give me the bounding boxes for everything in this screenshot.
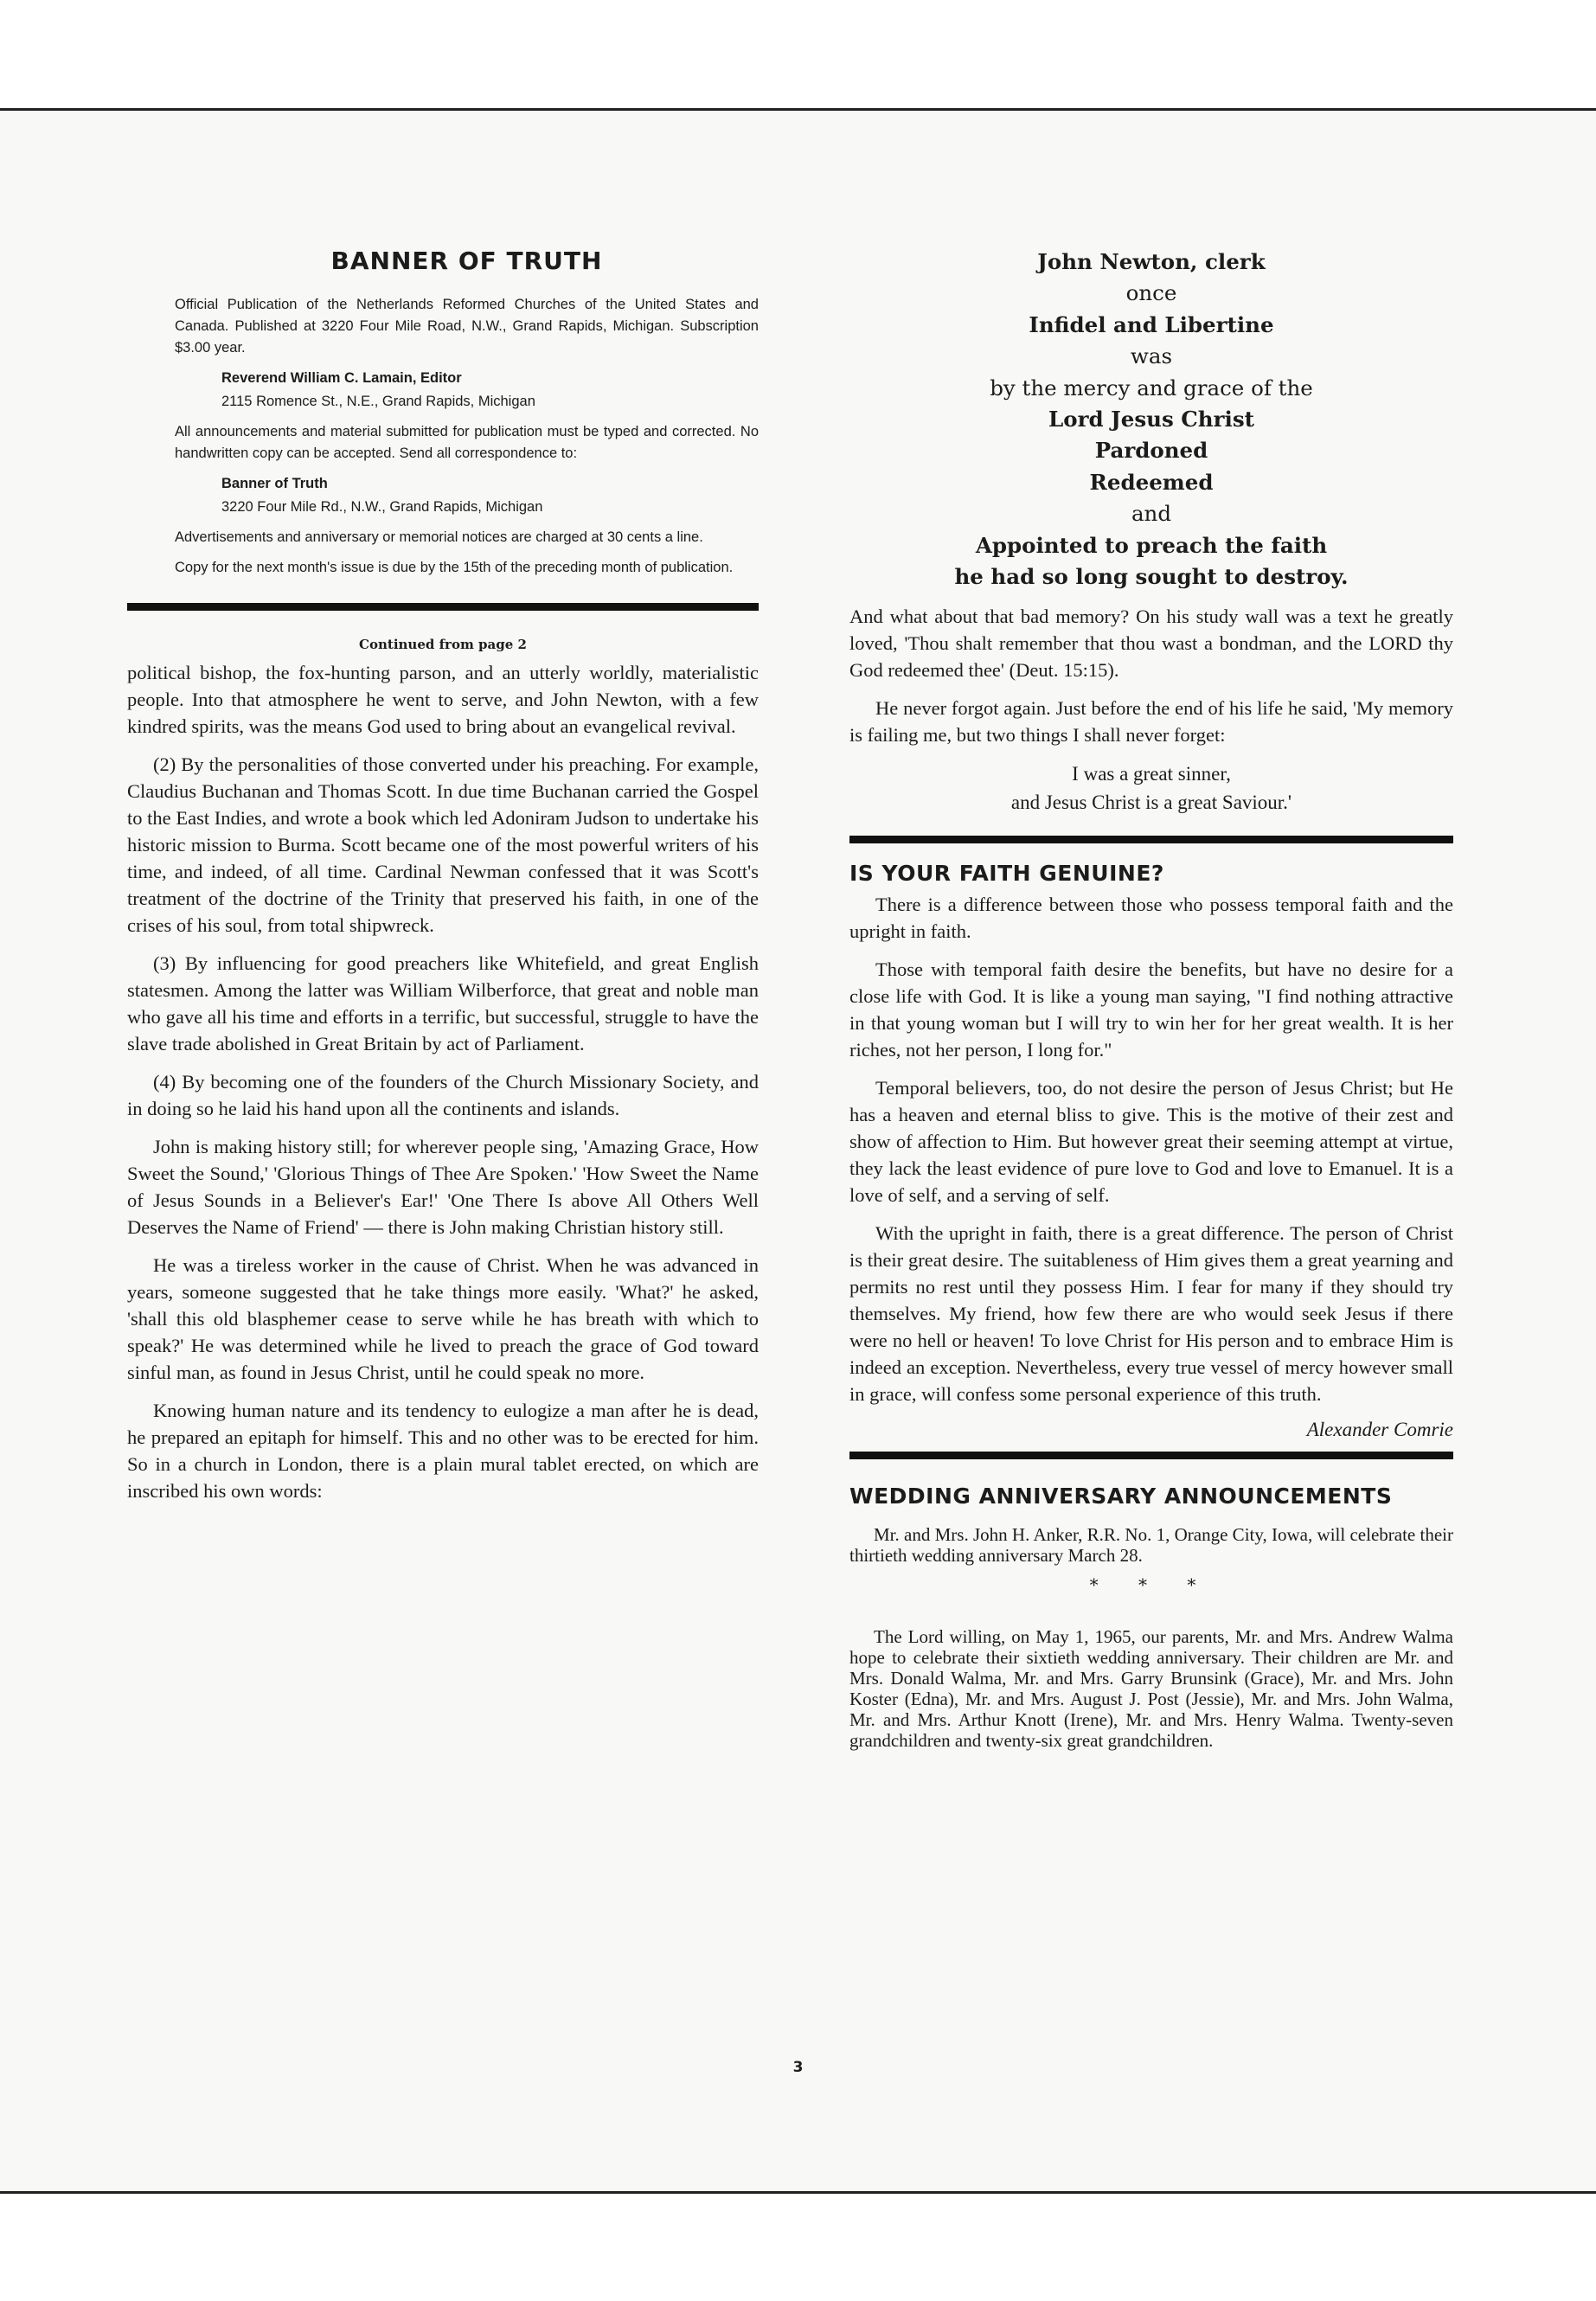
epitaph-line: he had so long sought to destroy. (954, 564, 1349, 590)
masthead-advert-note: Advertisements and anniversary or memorial notices are charged at 30 cents a line. (175, 529, 703, 545)
memory-paragraph: He never forgot again. Just before the end of his life he said, 'My memory is failing me, but two things I shall never forget: (849, 697, 1453, 747)
faith-paragraph: With the upright in faith, there is a great difference. The person of Christ is their great desire. The suitableness of Him gives them a great yearning and permits no rest until they possess Him. I fear for many if they should try themselves. My friend, how few there are who would seek Jesus if there were no hell or heaven! To love Christ for His person and to embrace Him is indeed an exception. Nevertheless, every true vessel of mercy however small in grace, will confess some personal experience of this truth. (849, 1222, 1453, 1406)
article-paragraph: (2) By the personalities of those converted under his preaching. For example, Claudius Buchanan and Thomas Scott. In due time Buchanan carried the Gospel to the East Indies, and wrote a book which led Adoniram Judson to undertake his historic mission to Burma. Scott became one of the most powerful writers of his time, and indeed, of all time. Cardinal Newman confessed that it was Scott's treatment of the doctrine of the Trinity that preserved his faith, in one of the crises of his soul, from total shipwreck. (127, 753, 759, 936)
masthead (127, 247, 759, 579)
faith-signature: Alexander Comrie (1306, 1419, 1453, 1441)
divider-rule (127, 603, 759, 611)
masthead-editor-address: 2115 Romence St., N.E., Grand Rapids, Michigan (221, 394, 535, 409)
masthead-editor: Reverend William C. Lamain, Editor (221, 370, 462, 386)
quote-line: I was a great sinner, (1072, 763, 1231, 785)
masthead-title: BANNER OF TRUTH (330, 247, 603, 275)
epitaph-line: Pardoned (1094, 438, 1208, 464)
page-number: 3 (792, 2059, 804, 2076)
epitaph-line: by the mercy and grace of the (990, 375, 1313, 401)
announcement-anker: Mr. and Mrs. John H. Anker, R.R. No. 1, Orange City, Iowa, will celebrate their thirtieth wedding anniversary March 28. (849, 1524, 1453, 1567)
memory-quote (849, 760, 1453, 817)
masthead-submission-note: All announcements and material submitted for publication must be typed and corrected. No handwritten copy can be accepted. Send all correspondence to: (175, 424, 759, 461)
epitaph-line: Infidel and Libertine (1029, 311, 1274, 337)
epitaph-line: and (1131, 501, 1172, 527)
faith-section (849, 891, 1453, 1407)
quote-line: and Jesus Christ is a great Saviour.' (1010, 792, 1292, 814)
epitaph-line: Redeemed (1089, 469, 1214, 495)
wedding-heading: WEDDING ANNIVERSARY ANNOUNCEMENTS (849, 1484, 1393, 1509)
epitaph-line: John Newton, clerk (1037, 249, 1266, 274)
faith-paragraph: Those with temporal faith desire the benefits, but have no desire for a close life with God. It is like a young man saying, "I find nothing attractive in that young woman but I will try to win her for her great wealth. It is her riches, not her person, I long for." (849, 958, 1453, 1061)
epitaph-line: Lord Jesus Christ (1048, 407, 1254, 433)
epitaph (849, 247, 1453, 593)
article-paragraph: (3) By influencing for good preachers like Whitefield, and great English statesmen. Among the latter was William Wilberforce, that great and noble man who gave all his time and efforts in a terrific, but successful, struggle to have the slave trade abolished in Great Britain by act of Parliament. (127, 952, 759, 1054)
divider-rule (849, 1452, 1453, 1459)
memory-section (849, 603, 1453, 748)
masthead-copy-note: Copy for the next month's issue is due by the 15th of the preceding month of publication. (175, 560, 734, 575)
article-paragraph: Knowing human nature and its tendency to eulogize a man after he is dead, he prepared an epitaph for himself. This and no other was to be erected for him. So in a church in London, there is a plain mural tablet erected, on which are inscribed his own words: (127, 1400, 759, 1502)
article-paragraph: John is making history still; for wherever people sing, 'Amazing Grace, How Sweet the Sound,' 'Glorious Things of Thee Are Spoken.' 'How Sweet the Name of Jesus Sounds in a Believer's Ear!' 'One There Is above All Others Well Deserves the Name of Friend' — there is John making Christian history still. (127, 1136, 759, 1238)
epitaph-line: once (1125, 280, 1177, 306)
faith-paragraph: Temporal believers, too, do not desire the person of Jesus Christ; but He has a heaven and eternal bliss to give. This is the motive of their zest and show of affection to Him. But however great their seeming attempt at virtue, they lack the least evidence of pure love to God and love to Emanuel. It is a love of self, and a serving of self. (849, 1077, 1453, 1207)
faith-paragraph: There is a difference between those who possess temporal faith and the upright in faith. (849, 894, 1453, 943)
article-body (127, 659, 759, 1504)
article-paragraph: political bishop, the fox-hunting parson, and an utterly worldly, materialistic people. Into that atmosphere he went to serve, and John Newton, with a few kindred spirits, was the means God used to bring about an evangelical revival. (127, 662, 759, 737)
memory-paragraph: And what about that bad memory? On his study wall was a text he greatly loved, 'Thou shalt remember that thou wast a bondman, and the LORD thy God redeemed thee' (Deut. 15:15). (849, 606, 1453, 682)
continued-label: Continued from page 2 (359, 637, 527, 652)
faith-heading: IS YOUR FAITH GENUINE? (849, 861, 1164, 887)
masthead-send-to-address: 3220 Four Mile Rd., N.W., Grand Rapids, Michigan (221, 499, 543, 515)
masthead-publication: Official Publication of the Netherlands Reformed Churches of the United States and Canada. Published at 3220 Four Mile Road, N.W., Grand Rapids, Michigan. Subscription $3.00 year. (175, 297, 759, 356)
divider-rule (849, 836, 1453, 843)
masthead-send-to-name: Banner of Truth (221, 476, 328, 491)
article-paragraph: He was a tireless worker in the cause of Christ. When he was advanced in years, someone suggested that he take things more easily. 'What?' he asked, 'shall this old blasphemer cease to serve while he has breath with which to speak?' He was determined while he lived to preach the grace of God toward sinful man, as found in Jesus Christ, until he could speak no more. (127, 1254, 759, 1383)
separator-stars: * * * (1089, 1574, 1214, 1596)
epitaph-line: Appointed to preach the faith (975, 532, 1328, 558)
right-column (849, 247, 1453, 1751)
epitaph-line: was (1130, 343, 1173, 369)
left-column (127, 247, 759, 1516)
announcement-walma: The Lord willing, on May 1, 1965, our parents, Mr. and Mrs. Andrew Walma hope to celebrate their sixtieth wedding anniversary. Their children are Mr. and Mrs. Donald Walma, Mr. and Mrs. Garry Brunsink (Grace), Mr. and Mrs. John Koster (Edna), Mr. and Mrs. August J. Post (Jessie), Mr. and Mrs. John Walma, Mr. and Mrs. Arthur Knott (Irene), Mr. and Mrs. Henry Walma. Twenty-seven grandchildren and twenty-six great grandchildren. (849, 1626, 1453, 1752)
article-paragraph: (4) By becoming one of the founders of the Church Missionary Society, and in doing so he laid his hand upon all the continents and islands. (127, 1071, 759, 1119)
